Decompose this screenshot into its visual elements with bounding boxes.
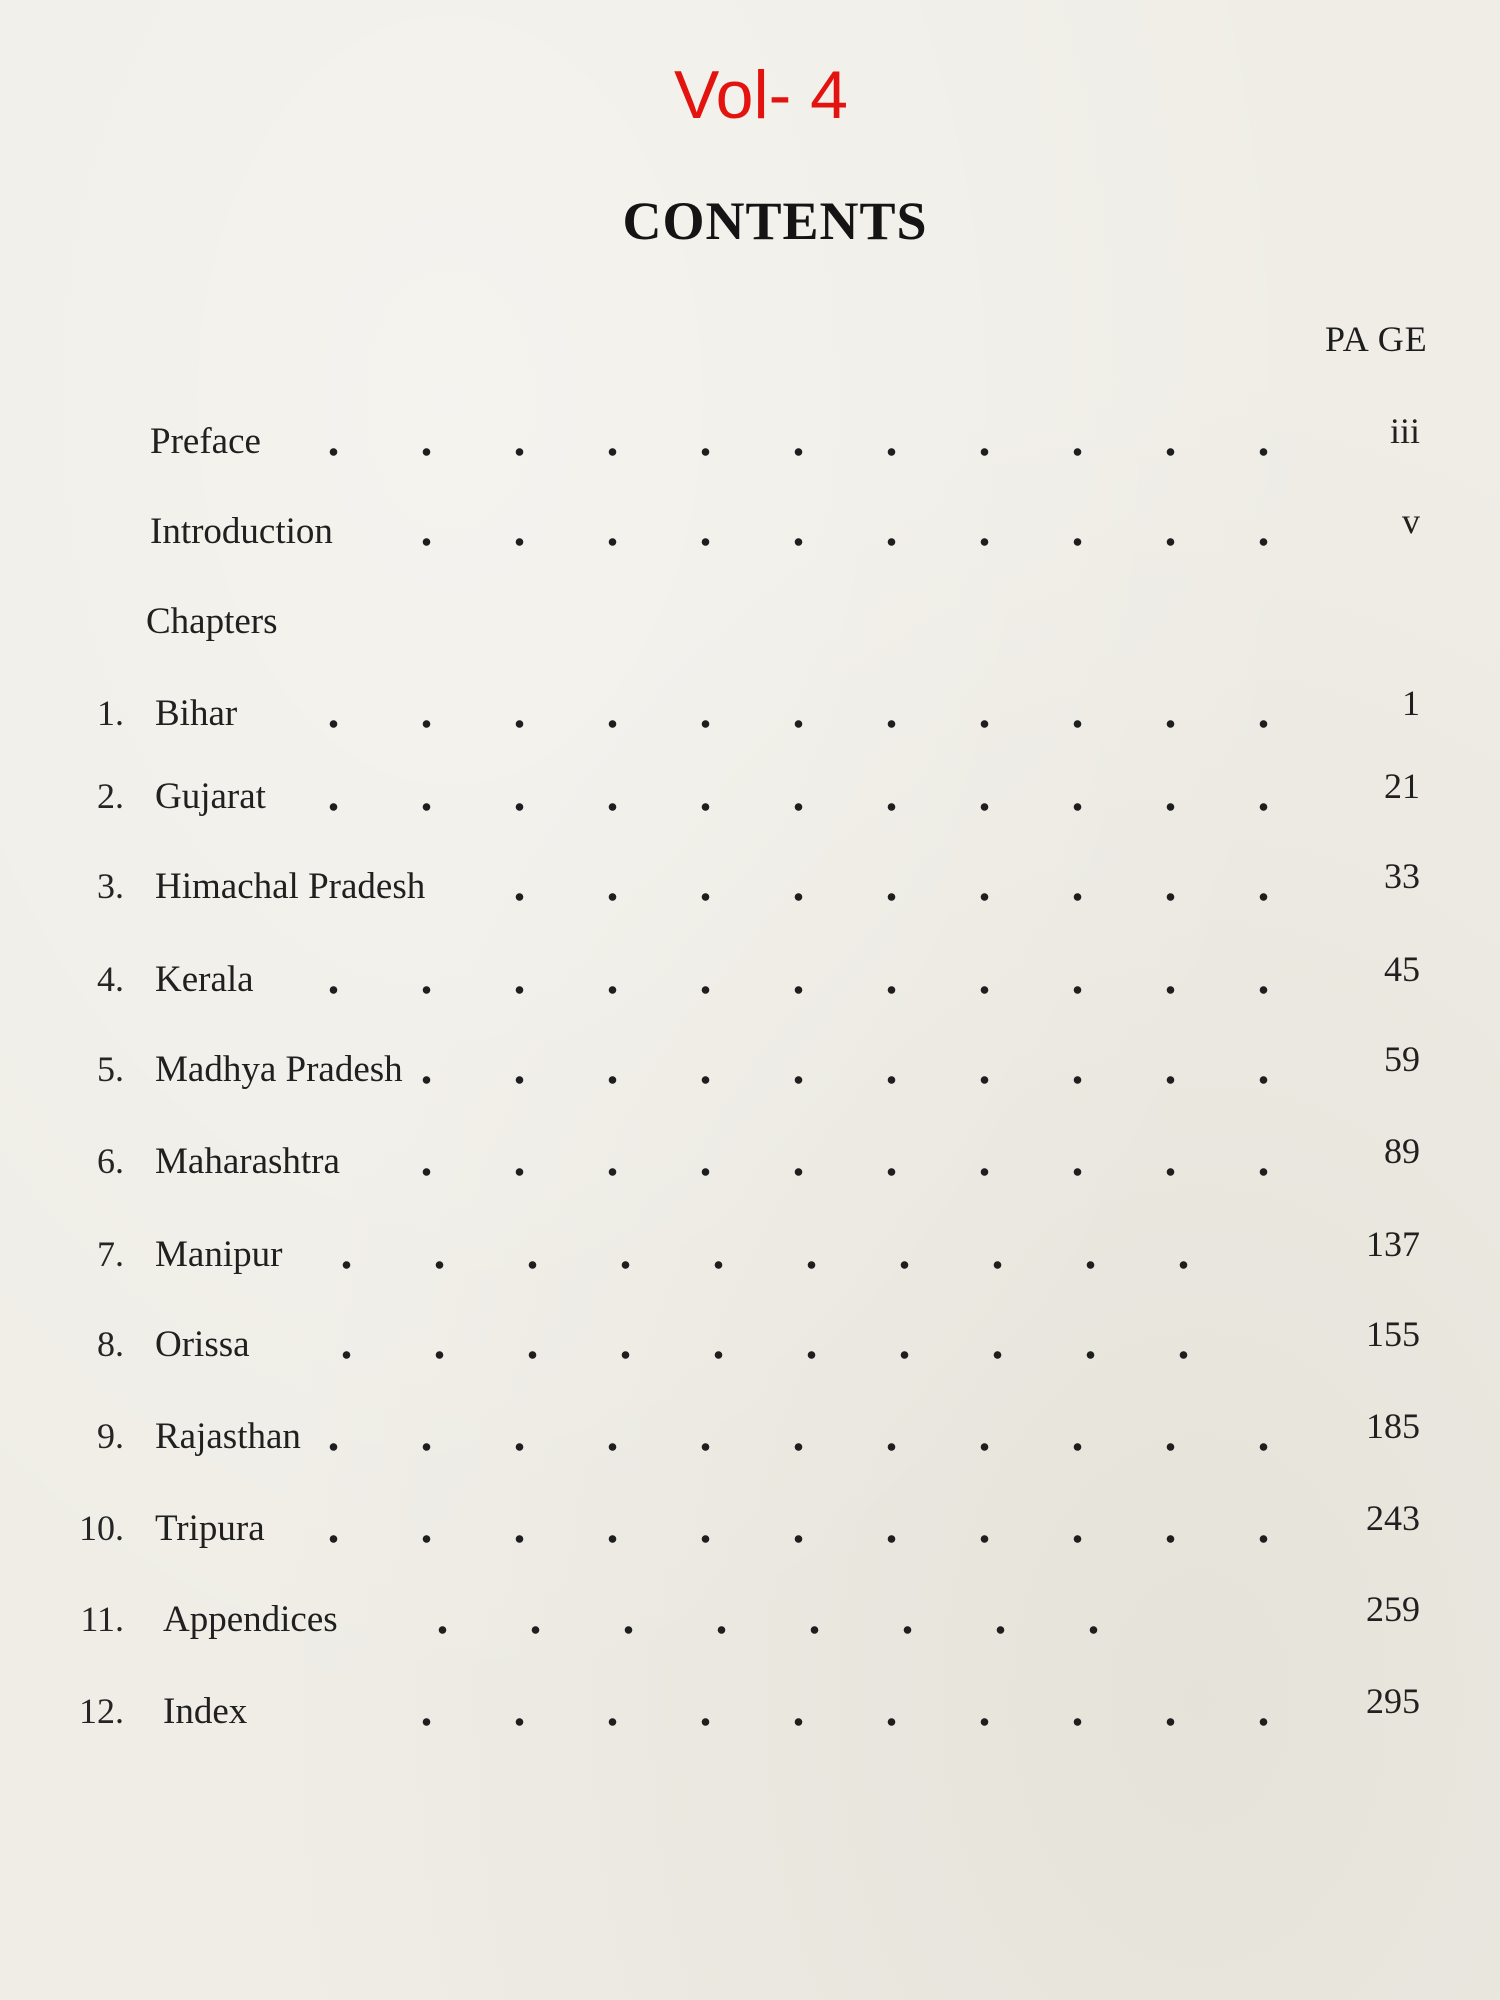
chapter-page: 259 — [1366, 1589, 1420, 1629]
chapter-number: 1. — [97, 693, 124, 733]
toc-entry-chapter — [0, 1224, 1500, 1293]
toc-entry-page: v — [1402, 501, 1420, 541]
chapter-number: 6. — [97, 1141, 124, 1181]
chapter-title: Tripura — [155, 1508, 265, 1549]
toc-entry-chapter — [0, 1314, 1500, 1383]
chapter-number: 8. — [97, 1324, 124, 1364]
chapter-title: Manipur — [155, 1234, 283, 1275]
toc-entry-title: Introduction — [150, 511, 333, 552]
page-title: CONTENTS — [622, 191, 928, 251]
toc-entry-chapter — [0, 949, 1500, 1018]
toc-entry-chapter — [0, 1589, 1500, 1658]
chapter-title: Index — [163, 1691, 248, 1732]
toc-entry-chapter — [0, 1498, 1500, 1567]
chapter-page: 137 — [1366, 1224, 1420, 1264]
dot-leader — [320, 1261, 1230, 1269]
dot-leader — [320, 1535, 1310, 1543]
toc-entry-page: iii — [1389, 411, 1420, 451]
chapter-page: 1 — [1402, 683, 1420, 723]
chapter-title: Appendices — [163, 1599, 338, 1640]
chapter-title: Himachal Pradesh — [155, 866, 426, 907]
chapter-number: 4. — [97, 959, 124, 999]
chapter-title: Gujarat — [155, 776, 266, 817]
dot-leader — [320, 448, 1310, 456]
chapter-number: 12. — [79, 1691, 124, 1731]
chapter-page: 33 — [1384, 856, 1420, 896]
toc-entry-chapter — [0, 766, 1500, 835]
chapter-number: 7. — [97, 1234, 124, 1274]
chapter-page: 185 — [1366, 1406, 1420, 1446]
toc-entry-chapter — [0, 683, 1500, 752]
chapter-page: 89 — [1384, 1131, 1420, 1171]
chapter-number: 9. — [97, 1416, 124, 1456]
chapter-number: 10. — [79, 1508, 124, 1548]
toc-entry-introduction — [0, 501, 1500, 570]
section-heading-chapters — [0, 600, 1500, 660]
chapter-title: Bihar — [155, 693, 238, 734]
chapter-number: 3. — [97, 866, 124, 906]
chapter-page: 21 — [1384, 766, 1420, 806]
chapter-title: Kerala — [155, 959, 254, 1000]
chapter-title: Orissa — [155, 1324, 250, 1365]
dot-leader — [320, 1443, 1310, 1451]
chapter-title: Madhya Pradesh — [155, 1049, 403, 1090]
toc-entry-chapter — [0, 1406, 1500, 1475]
chapter-number: 5. — [97, 1049, 124, 1089]
chapter-number: 11. — [80, 1599, 124, 1639]
chapter-page: 59 — [1384, 1039, 1420, 1079]
dot-leader — [420, 1626, 1140, 1634]
dot-leader — [320, 1351, 1230, 1359]
toc-entry-title: Preface — [150, 421, 261, 462]
chapter-title: Maharashtra — [155, 1141, 340, 1182]
dot-leader — [320, 803, 1310, 811]
toc-entry-chapter — [0, 1681, 1500, 1750]
section-heading: Chapters — [146, 601, 278, 642]
dot-leader — [420, 538, 1310, 546]
toc-entry-preface — [0, 411, 1500, 480]
chapter-title: Rajasthan — [155, 1416, 301, 1457]
dot-leader — [320, 720, 1310, 728]
toc-entry-chapter — [0, 856, 1500, 925]
chapter-page: 45 — [1384, 949, 1420, 989]
dot-leader — [420, 1076, 1310, 1084]
dot-leader — [420, 1168, 1310, 1176]
page-column-heading: PA GE — [1325, 319, 1428, 359]
dot-leader — [320, 986, 1310, 994]
chapter-number: 2. — [97, 776, 124, 816]
chapter-page: 243 — [1366, 1498, 1420, 1538]
chapter-page: 295 — [1366, 1681, 1420, 1721]
volume-label: Vol- 4 — [674, 57, 848, 133]
dot-leader — [420, 1718, 1310, 1726]
dot-leader — [505, 893, 1310, 901]
chapter-page: 155 — [1366, 1314, 1420, 1354]
toc-entry-chapter — [0, 1039, 1500, 1108]
toc-entry-chapter — [0, 1131, 1500, 1200]
